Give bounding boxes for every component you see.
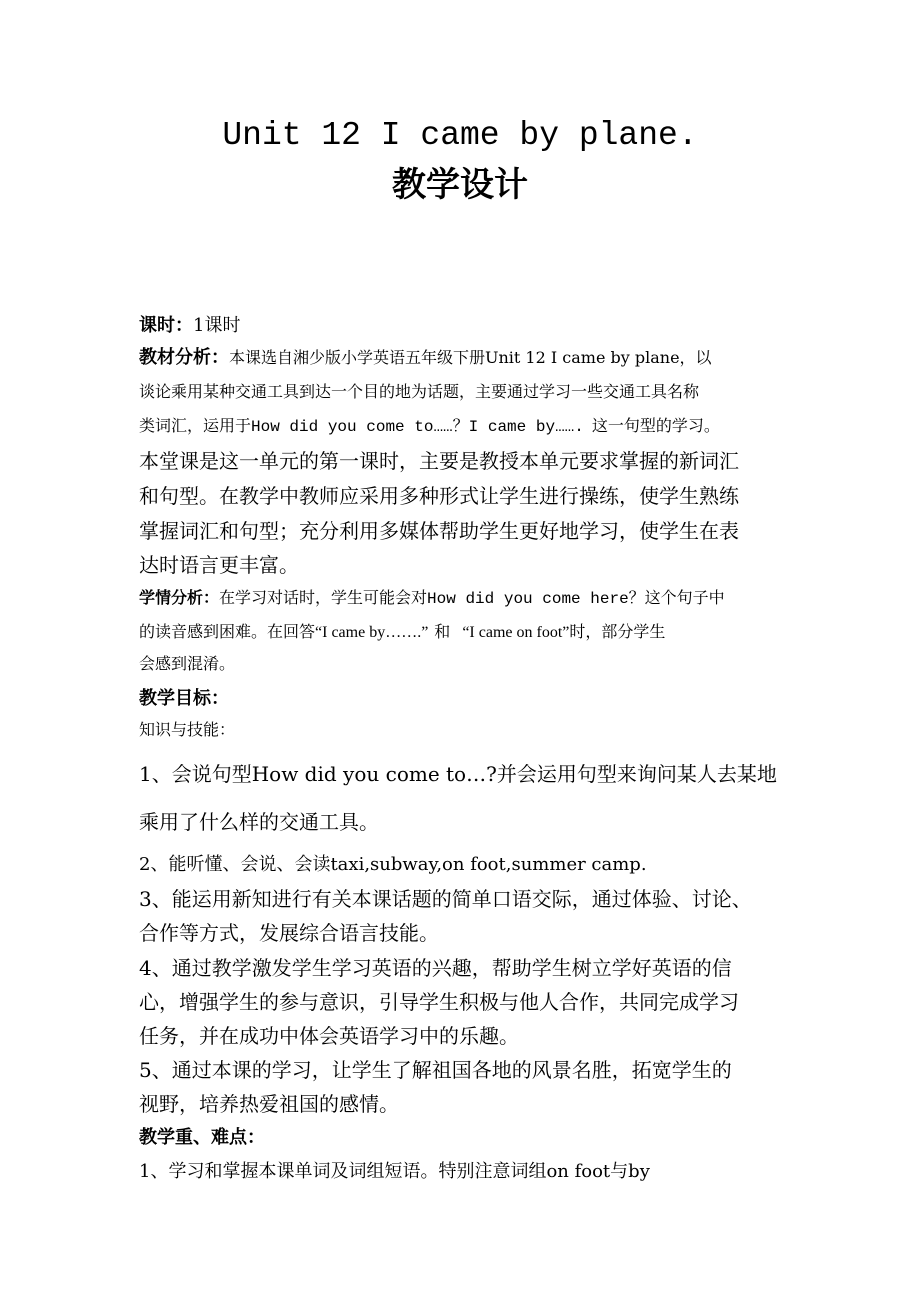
students-text-1a: 在学习对话时，学生可能会对 [219, 588, 428, 607]
goals-heading: 教学目标： [139, 688, 229, 709]
goal-4-line-3: 任务，并在成功中体会英语学习中的乐趣。 [139, 1024, 519, 1048]
goal-5-line-1: 5、通过本课的学习，让学生了解祖国各地的风景名胜，拓宽学生的 [139, 1058, 732, 1082]
students-text-1b: How did you come here [427, 590, 629, 608]
analysis-line-6: 掌握词汇和句型；充分利用多媒体帮助学生更好地学习，使学生在表 [139, 519, 739, 543]
analysis-line-3 [139, 415, 720, 438]
students-text-2e: 时，部分学生 [569, 622, 666, 641]
goal-3-line-1: 3、能运用新知进行有关本课话题的简单口语交际，通过体验、讨论、 [139, 887, 752, 911]
students-text-2a: 的读音感到困难。在回答 [139, 622, 316, 641]
students-text-2c: 和 [434, 622, 451, 641]
goal-1-line-2: 乘用了什么样的交通工具。 [139, 810, 379, 834]
analysis-line-2: 谈论乘用某种交通工具到达一个目的地为话题，主要通过学习一些交通工具名称 [139, 382, 700, 401]
analysis-text-3a: 类词汇，运用于 [139, 416, 252, 435]
students-text-1c: ？这个句子中 [628, 588, 725, 607]
students-line-1 [139, 587, 725, 610]
period-line [139, 313, 240, 339]
analysis-line-7: 达时语言更丰富。 [139, 553, 299, 577]
period-value: 1课时 [193, 315, 241, 336]
students-line-3: 会感到混淆。 [139, 654, 236, 673]
analysis-line-5: 和句型。在教学中教师应采用多种形式让学生进行操练，使学生熟练 [139, 484, 739, 508]
analysis-line-4: 本堂课是这一单元的第一课时，主要是教授本单元要求掌握的新词汇 [139, 449, 739, 473]
goal-4-line-2: 心，增强学生的参与意识，引导学生积极与他人合作，共同完成学习 [139, 990, 739, 1014]
analysis-text-3b: How did you come to……？I came by……. [251, 418, 584, 436]
document-title-chinese: 教学设计 [392, 165, 528, 205]
goal-5-line-2: 视野，培养热爱祖国的感情。 [139, 1092, 399, 1116]
analysis-label: 教材分析： [139, 347, 229, 368]
students-label: 学情分析： [139, 588, 220, 607]
goal-3-line-2: 合作等方式，发展综合语言技能。 [139, 921, 439, 945]
goal-2: 2、能听懂、会说、会读taxi,subway,on foot,summer camp. [139, 854, 647, 875]
analysis-line-1 [139, 347, 712, 369]
period-label: 课时： [139, 315, 193, 336]
analysis-text-3c: 这一句型的学习。 [591, 416, 720, 435]
students-line-2 [139, 621, 665, 644]
knowledge-skills-heading: 知识与技能： [139, 720, 236, 739]
students-text-2d: “I came on foot” [462, 624, 570, 641]
document-title-english: Unit 12 I came by plane. [222, 117, 698, 154]
students-text-2b: “I came by…….” [315, 624, 429, 641]
analysis-text-1: 本课选自湘少版小学英语五年级下册Unit 12 I came by plane，以 [229, 348, 712, 367]
key-points-heading: 教学重、难点： [139, 1127, 265, 1148]
key-point-1: 1、学习和掌握本课单词及词组短语。特别注意词组on foot与by [139, 1161, 650, 1182]
goal-1-line-1: 1、会说句型How did you come to…?并会运用句型来询问某人去某地 [139, 762, 777, 786]
goal-4-line-1: 4、通过教学激发学生学习英语的兴趣，帮助学生树立学好英语的信 [139, 956, 732, 980]
